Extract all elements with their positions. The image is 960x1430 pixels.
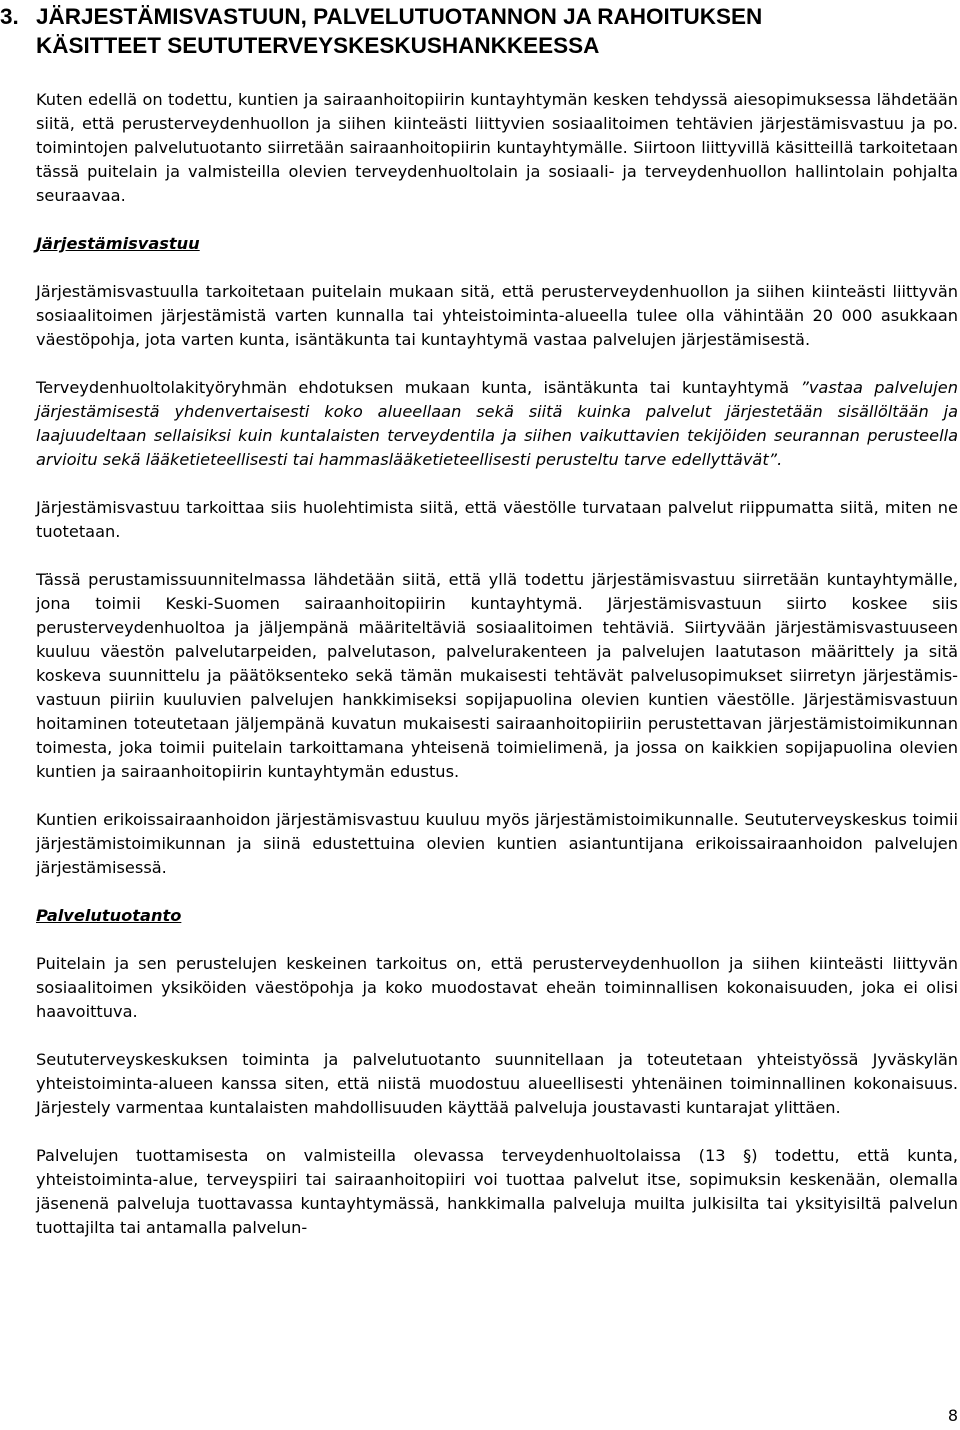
- chapter-title-line-1: JÄRJESTÄMISVASTUUN, PALVELUTUOTANNON JA RAHOITUKSEN: [36, 4, 763, 29]
- body-text: [36, 88, 958, 1240]
- paragraph-working-group: [36, 376, 958, 472]
- paragraph-meaning: Järjestämisvastuu tarkoittaa siis huolehtimista siitä, että väestölle turvataan palvelut riippumatta siitä, miten ne tuotetaan.: [36, 498, 958, 541]
- section-heading-palvelutuotanto: Palvelutuotanto: [36, 906, 182, 925]
- working-group-lead-text: Terveydenhuoltolakityöryhmän ehdotuksen mukaan kunta, isäntäkunta tai kuntayhtymä: [36, 378, 790, 397]
- working-group-quote: ”vastaa palvelujen järjestämisestä yhdenvertaisesti koko alueellaan sekä siitä kuinka palvelut järjestetään sisällöltään ja laajuudeltaan sellaisiksi kuin kuntalaisten terveydentila ja siihen vaikuttavien tekijöiden seurannan perusteella arvioitu sekä lääketieteellisesti tai hammaslääketieteellisesti perusteltu tarve edellyttävät”.: [36, 378, 958, 469]
- paragraph-cooperation: Seututerveyskeskuksen toiminta ja palvelutuotanto suunnitellaan ja toteutetaan yhteistyössä Jyväskylän yhteistoiminta-alueen kanssa siten, että niistä muodostuu alueellisesti yhtenäinen toiminnallinen kokonaisuus. Järjestely varmentaa kuntalaisten mahdollisuuden käyttää palveluja joustavasti kuntarajat ylittäen.: [36, 1050, 958, 1117]
- paragraph-framework-law: Puitelain ja sen perustelujen keskeinen tarkoitus on, että perusterveydenhuollon ja siihen kiinteästi liittyvän sosiaalitoimen yksiköiden väestöpohja ja koko muodostavat eheän toiminnallisen kokonaisuuden, joka ei olisi haavoittuva.: [36, 954, 958, 1021]
- page-number: 8: [947, 1406, 958, 1425]
- paragraph-specialized-care: Kuntien erikoissairaanhoidon järjestämisvastuu kuuluu myös järjestämistoimikunnalle. Seututerveyskeskus toimii järjestämistoimikunnan ja siinä edustettuina olevien kuntien asiantuntijana erikoissairaanhoidon palvelujen järjestämisessä.: [36, 810, 958, 877]
- chapter-title-line-2: KÄSITTEET SEUTUTERVEYSKESKUSHANKKEESSA: [36, 33, 600, 58]
- paragraph-definition: Järjestämisvastuulla tarkoitetaan puitelain mukaan sitä, että perusterveydenhuollon ja siihen kiinteästi liittyvän sosiaalitoimen järjestämistä varten kunnalla tai yhteistoiminta-alueella tulee olla vähintään 20 000 asukkaan väestöpohja, jota varten kunta, isäntäkunta tai kuntayhtymä vastaa palvelujen järjestämisestä.: [36, 282, 958, 349]
- chapter-heading: [0, 2, 940, 60]
- paragraph-service-production: Palvelujen tuottamisesta on valmisteilla olevassa terveydenhuoltolaissa (13 §) todettu, että kunta, yhteistoiminta-alue, terveyspiiri tai sairaanhoitopiiri voi tuottaa palvelut itse, sopimuksin keskenään, olemalla jäsenenä palveluja tuottavassa kuntayhtymässä, hankkimalla palveluja muilta julkisilta tai yksityisiltä palvelun tuottajilta tai antamalla palvelun-: [36, 1146, 958, 1237]
- section-heading-jarjestamisvastuu: Järjestämisvastuu: [36, 234, 200, 253]
- intro-paragraph: Kuten edellä on todettu, kuntien ja sairaanhoitopiirin kuntayhtymän kesken tehdyssä aiesopimuksessa lähdetään siitä, että perusterveydenhuollon ja siihen kiinteästi liittyvien sosiaalitoimen tehtävien järjestämisvastuu ja po. toimintojen palvelutuotanto siirretään sairaanhoitopiirin kuntayhtymälle. Siirtoon liittyvillä käsitteillä tarkoitetaan tässä puitelain ja valmisteilla olevien terveydenhuoltolain ja sosiaali- ja terveydenhuollon hallintolain pohjalta seuraavaa.: [36, 90, 958, 205]
- chapter-number: 3.: [0, 4, 19, 29]
- paragraph-transfer: Tässä perustamissuunnitelmassa lähdetään siitä, että yllä todettu järjestämisvastuu siirretään kuntayhtymälle, jona toimii Keski-Suomen sairaanhoitopiirin kuntayhtymä. Järjestämisvastuun siirto koskee siis perusterveydenhuoltoa ja jäljempänä määriteltäviä sosiaalitoimen tehtäviä. Siirtyvään järjestämisvastuuseen kuuluu väestön palvelutarpeiden, palvelutason, palvelurakenteen ja palvelujen laatutason määrittely ja sitä koskeva suunnittelu ja päätöksenteko sekä tämän mukaisesti tehtävät palvelusopimukset siirretyn järjestämisvastuun piiriin kuuluvien palvelujen hankkimiseksi sopijapuolina olevien kuntien väestölle. Järjestämisvastuun hoitaminen toteutetaan jäljempänä kuvatun mukaisesti sairaanhoitopiiriin perustettavan järjestämistoimikunnan toimesta, joka toimii puitelain tarkoittamana yhteisenä toimielimenä, ja jossa on kaikkien sopijapuolina olevien kuntien ja sairaanhoitopiirin kuntayhtymän edustus.: [36, 570, 958, 781]
